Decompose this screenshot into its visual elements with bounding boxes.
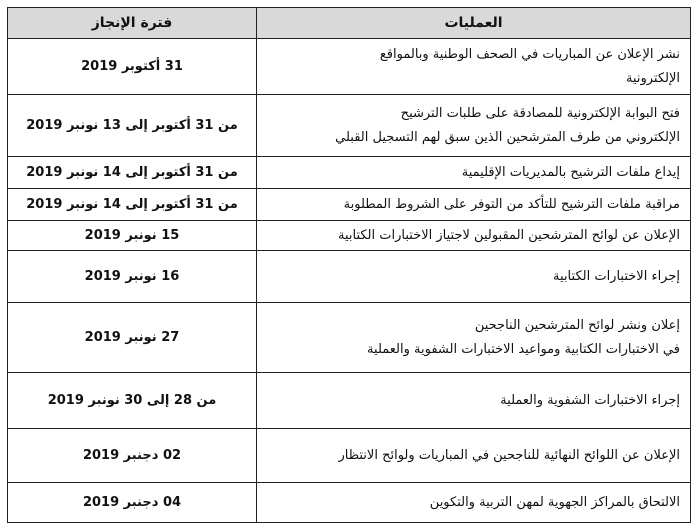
operation-cell: [257, 483, 691, 523]
table-row: [8, 373, 691, 429]
operation-text: فتح البوابة الإلكترونية للمصادقة على طلبات الترشيح: [400, 105, 680, 121]
table-row: [8, 303, 691, 373]
operation-text: الالتحاق بالمراكز الجهوية لمهن التربية والتكوين: [429, 494, 680, 510]
operation-cell: [257, 157, 691, 189]
operation-cell: [257, 429, 691, 483]
date-cell: من 31 أكتوبر إلى 14 نونبر 2019: [8, 189, 257, 221]
operation-text: الإعلان عن اللوائح النهائية للناجحين في المباريات ولوائح الانتظار: [338, 447, 680, 463]
operation-text: نشر الإعلان عن المباريات في الصحف الوطنية وبالمواقع: [379, 46, 680, 62]
operation-cell: [257, 373, 691, 429]
operation-text: إعلان ونشر لوائح المترشحين الناجحين: [474, 317, 680, 333]
table-row: [8, 39, 691, 95]
date-cell: 15 نونبر 2019: [8, 221, 257, 251]
operation-text: الإلكترونية: [625, 70, 680, 86]
table-row: [8, 95, 691, 157]
schedule-table: [7, 7, 691, 523]
schedule-sheet: [7, 7, 690, 525]
table-row: [8, 429, 691, 483]
date-cell: من 28 إلى 30 نونبر 2019: [8, 373, 257, 429]
operation-cell: [257, 303, 691, 373]
operation-text: إجراء الاختبارات الكتابية: [553, 268, 680, 284]
table-row: [8, 221, 691, 251]
date-cell: 27 نونبر 2019: [8, 303, 257, 373]
date-cell: 16 نونبر 2019: [8, 251, 257, 303]
operations-header: العمليات: [257, 8, 691, 39]
operation-cell: [257, 189, 691, 221]
date-cell: 31 أكتوبر 2019: [8, 39, 257, 95]
date-cell: من 31 أكتوبر إلى 13 نونبر 2019: [8, 95, 257, 157]
operation-text: الإعلان عن لوائح المترشحين المقبولين لاجتياز الاختبارات الكتابية: [337, 227, 680, 243]
table-row: [8, 157, 691, 189]
operation-text: إجراء الاختبارات الشفوية والعملية: [500, 392, 680, 408]
operation-text: إيداع ملفات الترشيح بالمديريات الإقليمية: [461, 164, 680, 180]
operation-cell: [257, 39, 691, 95]
operation-cell: [257, 251, 691, 303]
date-cell: 04 دجنبر 2019: [8, 483, 257, 523]
header-row: [8, 8, 691, 39]
table-row: [8, 251, 691, 303]
period-header: فترة الإنجاز: [8, 8, 257, 39]
operation-text: الإلكتروني من طرف المترشحين الذين سبق لهم التسجيل القبلي: [335, 129, 680, 145]
operation-text: مراقبة ملفات الترشيح للتأكد من التوفر على الشروط المطلوبة: [343, 196, 680, 212]
operation-cell: [257, 221, 691, 251]
date-cell: 02 دجنبر 2019: [8, 429, 257, 483]
date-cell: من 31 أكتوبر إلى 14 نونبر 2019: [8, 157, 257, 189]
operation-cell: [257, 95, 691, 157]
table-row: [8, 483, 691, 523]
operation-text: في الاختبارات الكتابية ومواعيد الاختبارات الشفوية والعملية: [367, 341, 680, 357]
table-row: [8, 189, 691, 221]
